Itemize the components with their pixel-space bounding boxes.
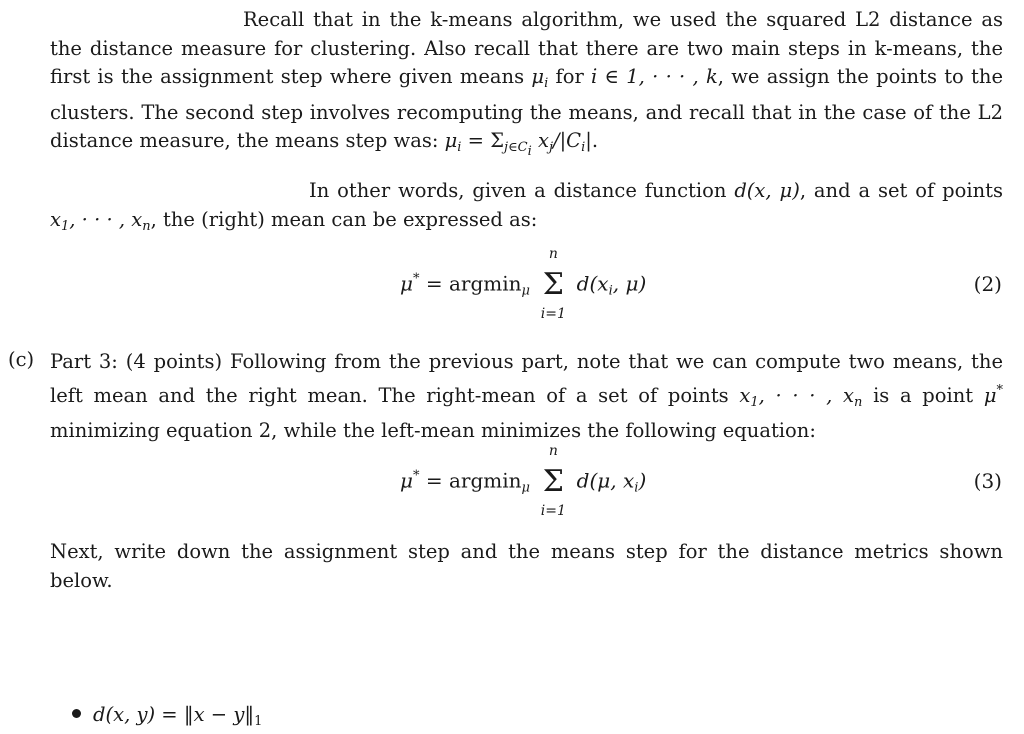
text: Recall that in the k-means algorithm, we used the squared L2 distance as the distance measure for clustering. Also recall that there are two main steps in k-means, the first is the assignment step where given means <box>50 8 1003 88</box>
text: , we assign the points to the clusters. The second step involves recomputing the means, and recall that in the case of the L2 distance measure, the means step was: <box>50 65 1003 152</box>
math-means-formula: $\mu_i = \Sigma_{j\in Ci}$ $x_j/|C_i|$. <box>444 129 599 159</box>
math-mu-i: $\mu_i$ <box>531 65 549 91</box>
math-points: $x_1$, · · · , $x_n$ <box>50 207 151 234</box>
part3-paragraph: Part 3: (4 points) Following from the previous part, note that we can compute two means, the left mean and the right mean. The right-mean of a set of points $x_1$, · · · , $x_n$ is a point μ* minimizing equation 2, while the left-mean minimizes the following equation: <box>50 350 1003 442</box>
distance-function-paragraph: In other words, given a distance function d(x, μ), and a set of points $x_1$, · · · , $x_n$, the (right) mean can be expressed as: <box>50 179 1004 234</box>
summation-symbol: n Σ i=1 <box>540 443 566 519</box>
equation-3 <box>0 443 1024 527</box>
bullet-item-l1-distance: d(x, y) = ‖x − $y‖_1$ <box>72 703 262 729</box>
text: for <box>548 65 592 88</box>
summation-symbol: n Σ i=1 <box>540 246 566 322</box>
bullet-icon <box>72 709 81 718</box>
math-mu-star: μ* <box>983 382 1003 407</box>
equation-2 <box>0 246 1024 330</box>
equation-number: (3) <box>973 469 1002 493</box>
equation-number: (2) <box>973 272 1002 296</box>
part-label: (c) <box>8 348 35 371</box>
math-points: $x_1$, · · · , $x_n$ <box>739 383 863 410</box>
math-distance-function: d(x, μ) <box>734 179 800 202</box>
math-index-range: i ∈ 1, · · · , k <box>591 65 718 88</box>
equation-2-body: μ* = argmin$_\mu$ n Σ i=1 $d(x_i$, μ) <box>400 246 647 322</box>
instruction-paragraph: Next, write down the assignment step and the means step for the distance metrics shown below. <box>50 540 1003 592</box>
kmeans-recall-paragraph <box>50 6 1003 167</box>
equation-3-body: μ* = argmin$_\mu$ n Σ i=1 d(μ, $x_i$) <box>400 443 647 519</box>
